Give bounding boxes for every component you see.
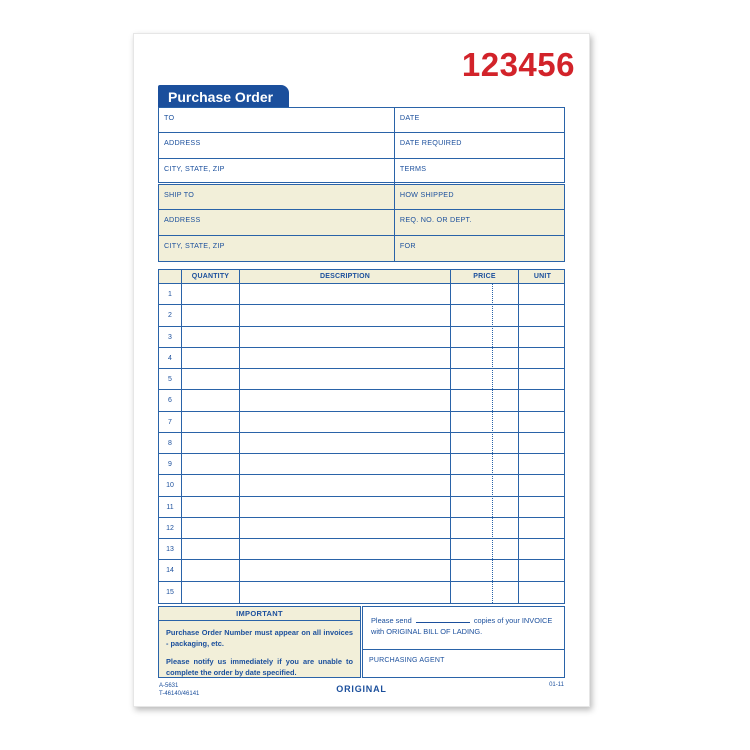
form-code-line-2: T-46140/46141 — [159, 691, 200, 697]
address-row — [159, 108, 564, 133]
purchasing-agent-label: PURCHASING AGENT — [369, 657, 445, 664]
field-ship-address[interactable] — [159, 210, 394, 234]
column-header-quantity: QUANTITY — [181, 270, 239, 283]
field-label: ADDRESS — [164, 138, 201, 148]
address-row — [159, 210, 564, 235]
column-header-unit: UNIT — [518, 270, 566, 283]
field-label: ADDRESS — [164, 215, 201, 225]
field-label: HOW SHIPPED — [399, 190, 454, 199]
table-row[interactable] — [159, 412, 564, 433]
copy-type-label: ORIGINAL — [336, 684, 387, 694]
address-row — [159, 236, 564, 261]
table-row[interactable] — [159, 327, 564, 348]
copies-of-invoice-label: copies of your INVOICE — [473, 616, 553, 625]
table-header-row — [159, 270, 564, 284]
table-row[interactable] — [159, 475, 564, 496]
row-number: 2 — [168, 312, 172, 320]
field-ship-city-state-zip[interactable] — [159, 236, 394, 261]
row-number: 10 — [166, 482, 174, 490]
row-number: 15 — [166, 588, 174, 596]
address-row — [159, 185, 564, 210]
address-row — [159, 133, 564, 158]
row-number: 14 — [166, 567, 174, 575]
column-header-description: DESCRIPTION — [239, 270, 450, 283]
table-row[interactable] — [159, 539, 564, 560]
table-row[interactable] — [159, 284, 564, 305]
table-row[interactable] — [159, 348, 564, 369]
address-block-ship-to — [158, 184, 565, 262]
important-body — [159, 621, 360, 677]
field-address[interactable] — [159, 133, 394, 157]
field-label: CITY, STATE, ZIP — [164, 163, 225, 173]
field-label: CITY, STATE, ZIP — [164, 240, 225, 250]
invoice-copies-line — [371, 615, 556, 626]
field-how-shipped[interactable] — [394, 185, 564, 209]
table-row[interactable] — [159, 454, 564, 475]
column-header-price: PRICE — [450, 270, 518, 283]
row-number: 4 — [168, 354, 172, 362]
table-row[interactable] — [159, 305, 564, 326]
table-row[interactable] — [159, 390, 564, 411]
row-number: 6 — [168, 397, 172, 405]
copies-count-blank[interactable] — [416, 615, 470, 623]
table-row[interactable] — [159, 433, 564, 454]
table-row[interactable] — [159, 518, 564, 539]
field-label: DATE — [399, 113, 420, 122]
table-row[interactable] — [159, 369, 564, 390]
field-label: FOR — [399, 240, 416, 250]
order-number: 123456 — [461, 46, 575, 83]
row-number: 11 — [166, 503, 174, 511]
row-number: 3 — [168, 333, 172, 341]
field-terms[interactable] — [394, 159, 564, 184]
important-notice-box — [158, 606, 361, 678]
form-code-right: 01-11 — [549, 682, 564, 688]
field-label: DATE REQUIRED — [399, 138, 462, 148]
row-number: 7 — [168, 418, 172, 426]
field-ship-to[interactable] — [159, 185, 394, 209]
row-number: 5 — [168, 376, 172, 384]
important-paragraph-2: Please notify us immediately if you are unable to complete the order by date specified. — [166, 657, 353, 677]
table-row[interactable] — [159, 560, 564, 581]
address-block-top — [158, 107, 565, 183]
field-label: REQ. NO. OR DEPT. — [399, 215, 472, 225]
invoice-instructions-box — [362, 606, 565, 678]
invoice-instructions — [363, 607, 564, 650]
address-row — [159, 159, 564, 184]
please-send-label: Please send — [371, 616, 412, 625]
table-row[interactable] — [159, 497, 564, 518]
purchase-order-form — [133, 33, 590, 707]
row-number: 9 — [168, 461, 172, 469]
field-date-required[interactable] — [394, 133, 564, 157]
form-title: Purchase Order — [158, 85, 289, 110]
row-number: 12 — [166, 524, 174, 532]
field-label: TO — [164, 113, 175, 122]
form-code-line-1: A-5631 — [159, 683, 179, 689]
field-label: SHIP TO — [164, 190, 195, 199]
bill-of-lading-line: with ORIGINAL BILL OF LADING. — [371, 627, 483, 636]
field-req-no-or-dept[interactable] — [394, 210, 564, 234]
field-city-state-zip[interactable] — [159, 159, 394, 184]
row-number: 1 — [168, 291, 172, 298]
row-number: 13 — [166, 546, 174, 554]
table-row[interactable] — [159, 582, 564, 603]
field-to[interactable] — [159, 108, 394, 132]
line-items-table — [158, 269, 565, 604]
field-label: TERMS — [399, 163, 427, 173]
important-heading: IMPORTANT — [159, 607, 360, 621]
field-for[interactable] — [394, 236, 564, 261]
field-date[interactable] — [394, 108, 564, 132]
important-paragraph-1: Purchase Order Number must appear on all invoices - packaging, etc. — [166, 628, 353, 648]
row-number: 8 — [168, 439, 172, 447]
column-header-number — [159, 270, 181, 283]
